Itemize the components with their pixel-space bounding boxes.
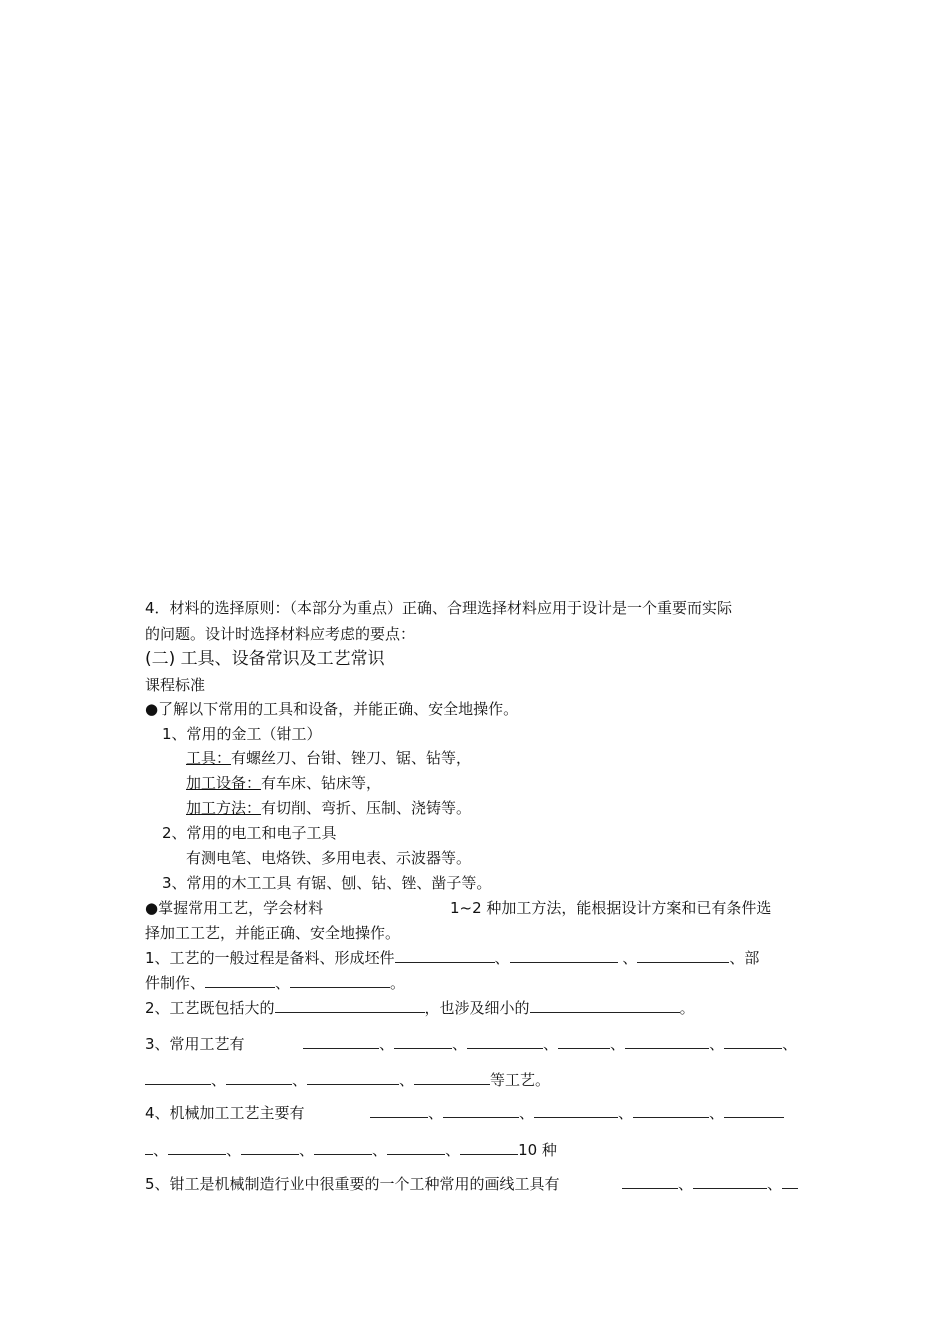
blank[interactable]	[467, 1034, 543, 1049]
blank[interactable]	[460, 1140, 518, 1155]
principle-line-2: 的问题。设计时选择材料应考虑的要点：	[145, 625, 416, 643]
methods-text: 有切削、弯折、压制、浇铸等。	[261, 799, 472, 817]
question-1-line-2: 件制作、 、 。	[145, 974, 406, 992]
blank[interactable]	[534, 1103, 618, 1118]
blank[interactable]	[168, 1140, 226, 1155]
metalwork-methods	[186, 797, 471, 819]
question-4-line-1-blanks: 、 、 、 、	[370, 1102, 784, 1124]
blank[interactable]	[145, 1070, 211, 1085]
blank[interactable]	[394, 1034, 452, 1049]
electric-title: 2、常用的电工和电子工具	[162, 824, 337, 842]
tools-text: 有螺丝刀、台钳、锉刀、锯、钻等，	[231, 749, 472, 767]
blank[interactable]	[637, 948, 729, 963]
methods-label: 加工方法：	[186, 799, 262, 817]
bullet-tools-intro: ●了解以下常用的工具和设备，并能正确、安全地操作。	[145, 700, 519, 718]
equipment-label: 加工设备：	[186, 774, 262, 792]
bullet-craft-line2: 择加工工艺，并能正确、安全地操作。	[145, 924, 401, 942]
blank[interactable]	[510, 948, 618, 963]
blank[interactable]	[205, 973, 275, 988]
principle-line-1: 4．材料的选择原则：（本部分为重点）正确、合理选择材料应用于设计是一个重要而实际	[145, 599, 733, 617]
blank[interactable]	[724, 1103, 784, 1118]
blank[interactable]	[145, 1140, 153, 1155]
woodwork-tools: 3、常用的木工工具 有锯、刨、钻、锉、凿子等。	[162, 874, 492, 892]
blank[interactable]	[782, 1174, 798, 1189]
blank[interactable]	[241, 1140, 299, 1155]
section-heading: (二) 工具、设备常识及工艺常识	[145, 649, 385, 669]
blank[interactable]	[290, 973, 390, 988]
question-5-blanks: 、 、	[622, 1173, 798, 1195]
blank[interactable]	[530, 998, 680, 1013]
metalwork-title: 1、常用的金工（钳工）	[162, 725, 322, 743]
metalwork-equipment	[186, 772, 381, 794]
question-3-line-1-blanks: 、 、 、 、 、 、	[303, 1033, 797, 1055]
bullet-craft-part2: 1~2 种加工方法，能根据设计方案和已有条件选	[450, 899, 772, 917]
blank[interactable]	[443, 1103, 519, 1118]
question-3-prompt: 3、常用工艺有	[145, 1035, 245, 1053]
question-5-prompt: 5、钳工是机械制造行业中很重要的一个工种常用的画线工具有	[145, 1175, 560, 1193]
blank[interactable]	[622, 1174, 678, 1189]
blank[interactable]	[693, 1174, 767, 1189]
bullet-craft-part1: ●掌握常用工艺，学会材料	[145, 899, 324, 917]
blank[interactable]	[275, 998, 425, 1013]
equipment-text: 有车床、钻床等，	[261, 774, 382, 792]
blank[interactable]	[558, 1034, 610, 1049]
question-4-prompt: 4、机械加工工艺主要有	[145, 1104, 305, 1122]
blank[interactable]	[226, 1070, 292, 1085]
question-4-line-2: 、 、 、 、 、 10 种	[145, 1139, 557, 1161]
electric-tools: 有测电笔、电烙铁、多用电表、示波器等。	[186, 849, 472, 867]
question-1-line-1: 1、工艺的一般过程是备料、形成坯件 、 、 、部	[145, 949, 760, 967]
question-2: 2、工艺既包括大的 ，也涉及细小的 。	[145, 999, 695, 1017]
blank[interactable]	[724, 1034, 782, 1049]
blank[interactable]	[633, 1103, 709, 1118]
blank[interactable]	[625, 1034, 709, 1049]
course-standard-label: 课程标准	[145, 676, 206, 694]
metalwork-tools	[186, 747, 471, 769]
question-3-line-2: 、 、 、 等工艺。	[145, 1069, 550, 1091]
tools-label: 工具：	[186, 749, 232, 767]
blank[interactable]	[387, 1140, 445, 1155]
blank[interactable]	[395, 948, 495, 963]
blank[interactable]	[414, 1070, 490, 1085]
blank[interactable]	[303, 1034, 379, 1049]
blank[interactable]	[307, 1070, 399, 1085]
blank[interactable]	[314, 1140, 372, 1155]
blank[interactable]	[370, 1103, 428, 1118]
